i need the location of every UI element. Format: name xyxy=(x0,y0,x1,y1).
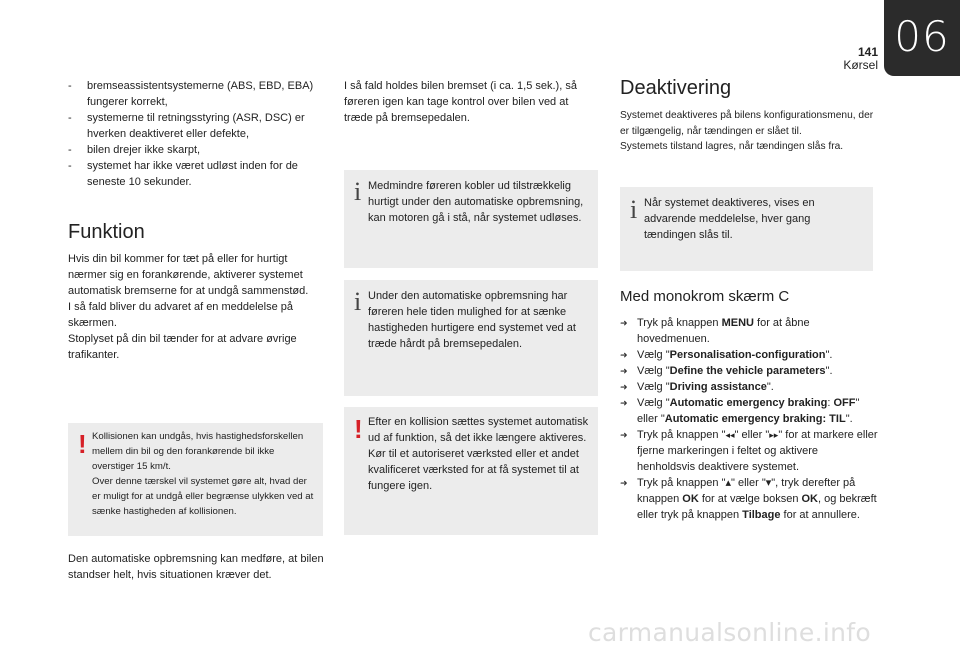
section-heading-deaktivering: Deaktivering xyxy=(620,77,732,99)
chapter-number: 06 xyxy=(894,12,950,61)
info-box-engine-stall xyxy=(344,170,598,268)
deaktivering-text xyxy=(620,108,878,155)
list-item: ➜ Vælg "Define the vehicle parameters". xyxy=(620,365,833,377)
list-item: ➜ Vælg "Automatic emergency braking: OFF" eller "Automatic emergency braking: TIL". xyxy=(620,397,860,425)
list-item: ➜ Tryk på knappen MENU for at åbne hovedmenuen. xyxy=(620,317,810,345)
chapter-tab xyxy=(884,0,960,76)
section-heading-funktion: Funktion xyxy=(68,221,145,243)
list-item: - systemet har ikke været udløst inden for de seneste 10 sekunder. xyxy=(68,160,298,188)
subheading-monochrome: Med monokrom skærm C xyxy=(620,288,790,305)
list-item: ➜ Vælg "Driving assistance". xyxy=(620,381,774,393)
list-item: ➜ Tryk på knappen "◂◂" eller "▸▸" for at markere eller fjerne markeringen i feltet og aktivere henholdsvis deaktivere systemet. xyxy=(620,429,878,473)
column-2-paragraph: I så fald holdes bilen bremset (i ca. 1,5 sek.), så føreren igen kan tage kontrol over bilen ved at træde på bremsepedalen. xyxy=(344,80,577,124)
info-box-deactivation xyxy=(620,187,873,271)
info-text: Når systemet deaktiveres, vises en advarende meddelelse, hver gang tændingen slås til. xyxy=(644,197,815,241)
warning-box-speed xyxy=(68,423,323,536)
list-item: - bilen drejer ikke skarpt, xyxy=(68,144,201,156)
warning-text: Kollisionen kan undgås, hvis hastighedsforskellen mellem din bil og den forankørende bil ikke overstiger 15 km/t. xyxy=(92,431,304,472)
steps xyxy=(620,315,878,523)
arrow-down-icon: ▾ xyxy=(765,477,772,489)
condition-list xyxy=(68,78,323,190)
watermark: carmanualsonline.info xyxy=(588,618,871,647)
info-box-brake-pedal xyxy=(344,280,598,396)
list-item: - systemerne til retningsstyring (ASR, DSC) er hverken deaktiveret eller defekte, xyxy=(68,112,305,140)
info-text: Medmindre føreren kobler ud tilstrækkelig hurtigt under den automatiske opbremsning, kan motoren gå i stå, når systemet udløses. xyxy=(368,180,584,224)
warning-icon: ! xyxy=(354,414,363,444)
funktion-text xyxy=(68,251,326,363)
warning-icon: ! xyxy=(78,429,87,459)
warning-text: Kør til et autoriseret værksted eller et andet kvalificeret værksted for at få systemet til at fungere igen. xyxy=(368,448,579,492)
list-item: - bremseassistentsystemerne (ABS, EBD, EBA) fungerer korrekt, xyxy=(68,80,314,108)
paragraph: Systemet deaktiveres på bilens konfigurationsmenu, der er tilgængelig, når tændingen er slået til. xyxy=(620,110,874,137)
list-item: ➜ Tryk på knappen "▴" eller "▾", tryk derefter på knappen OK for at vælge boksen OK, og bekræft eller tryk på knappen Tilbage for at annullere. xyxy=(620,477,877,521)
info-icon: i xyxy=(630,195,638,224)
arrow-up-icon: ▴ xyxy=(725,477,732,489)
paragraph: I så fald bliver du advaret af en meddelelse på skærmen. xyxy=(68,301,294,329)
paragraph: Hvis din bil kommer for tæt på eller for hurtigt nærmer sig en forankørende, aktiverer systemet automatisk bremserne for at undgå sammenstød. xyxy=(68,253,309,297)
info-text: Under den automatiske opbremsning har føreren hele tiden mulighed for at sænke hastigheden hurtigere end systemet ved at træde hårdt på bremsepedalen. xyxy=(368,290,576,350)
page-number: 141 xyxy=(857,45,878,59)
chapter-title: Kørsel xyxy=(843,58,878,72)
warning-text: Efter en kollision sættes systemet automatisk ud af funktion, så det ikke længere aktiveres. xyxy=(368,416,589,444)
step-list xyxy=(620,315,878,523)
list-item: ➜ Vælg "Personalisation-configuration". xyxy=(620,349,833,361)
column-1 xyxy=(68,78,323,190)
info-icon: i xyxy=(354,287,362,316)
rewind-icon: ◂◂ xyxy=(725,430,735,440)
fast-forward-icon: ▸▸ xyxy=(769,430,779,440)
paragraph: Systemets tilstand lagres, når tændingen slås fra. xyxy=(620,141,844,152)
warning-box-collision xyxy=(344,407,598,535)
paragraph: Stoplyset på din bil tænder for at advare øvrige trafikanter. xyxy=(68,333,297,361)
footer-text: Den automatiske opbremsning kan medføre, at bilen standser helt, hvis situationen kræver det. xyxy=(68,553,324,581)
warning-text: Over denne tærskel vil systemet gøre alt, hvad der er muligt for at undgå eller begrænse ulykken ved at sænke hastigheden af kollisionen. xyxy=(92,476,314,517)
info-icon: i xyxy=(354,177,362,206)
